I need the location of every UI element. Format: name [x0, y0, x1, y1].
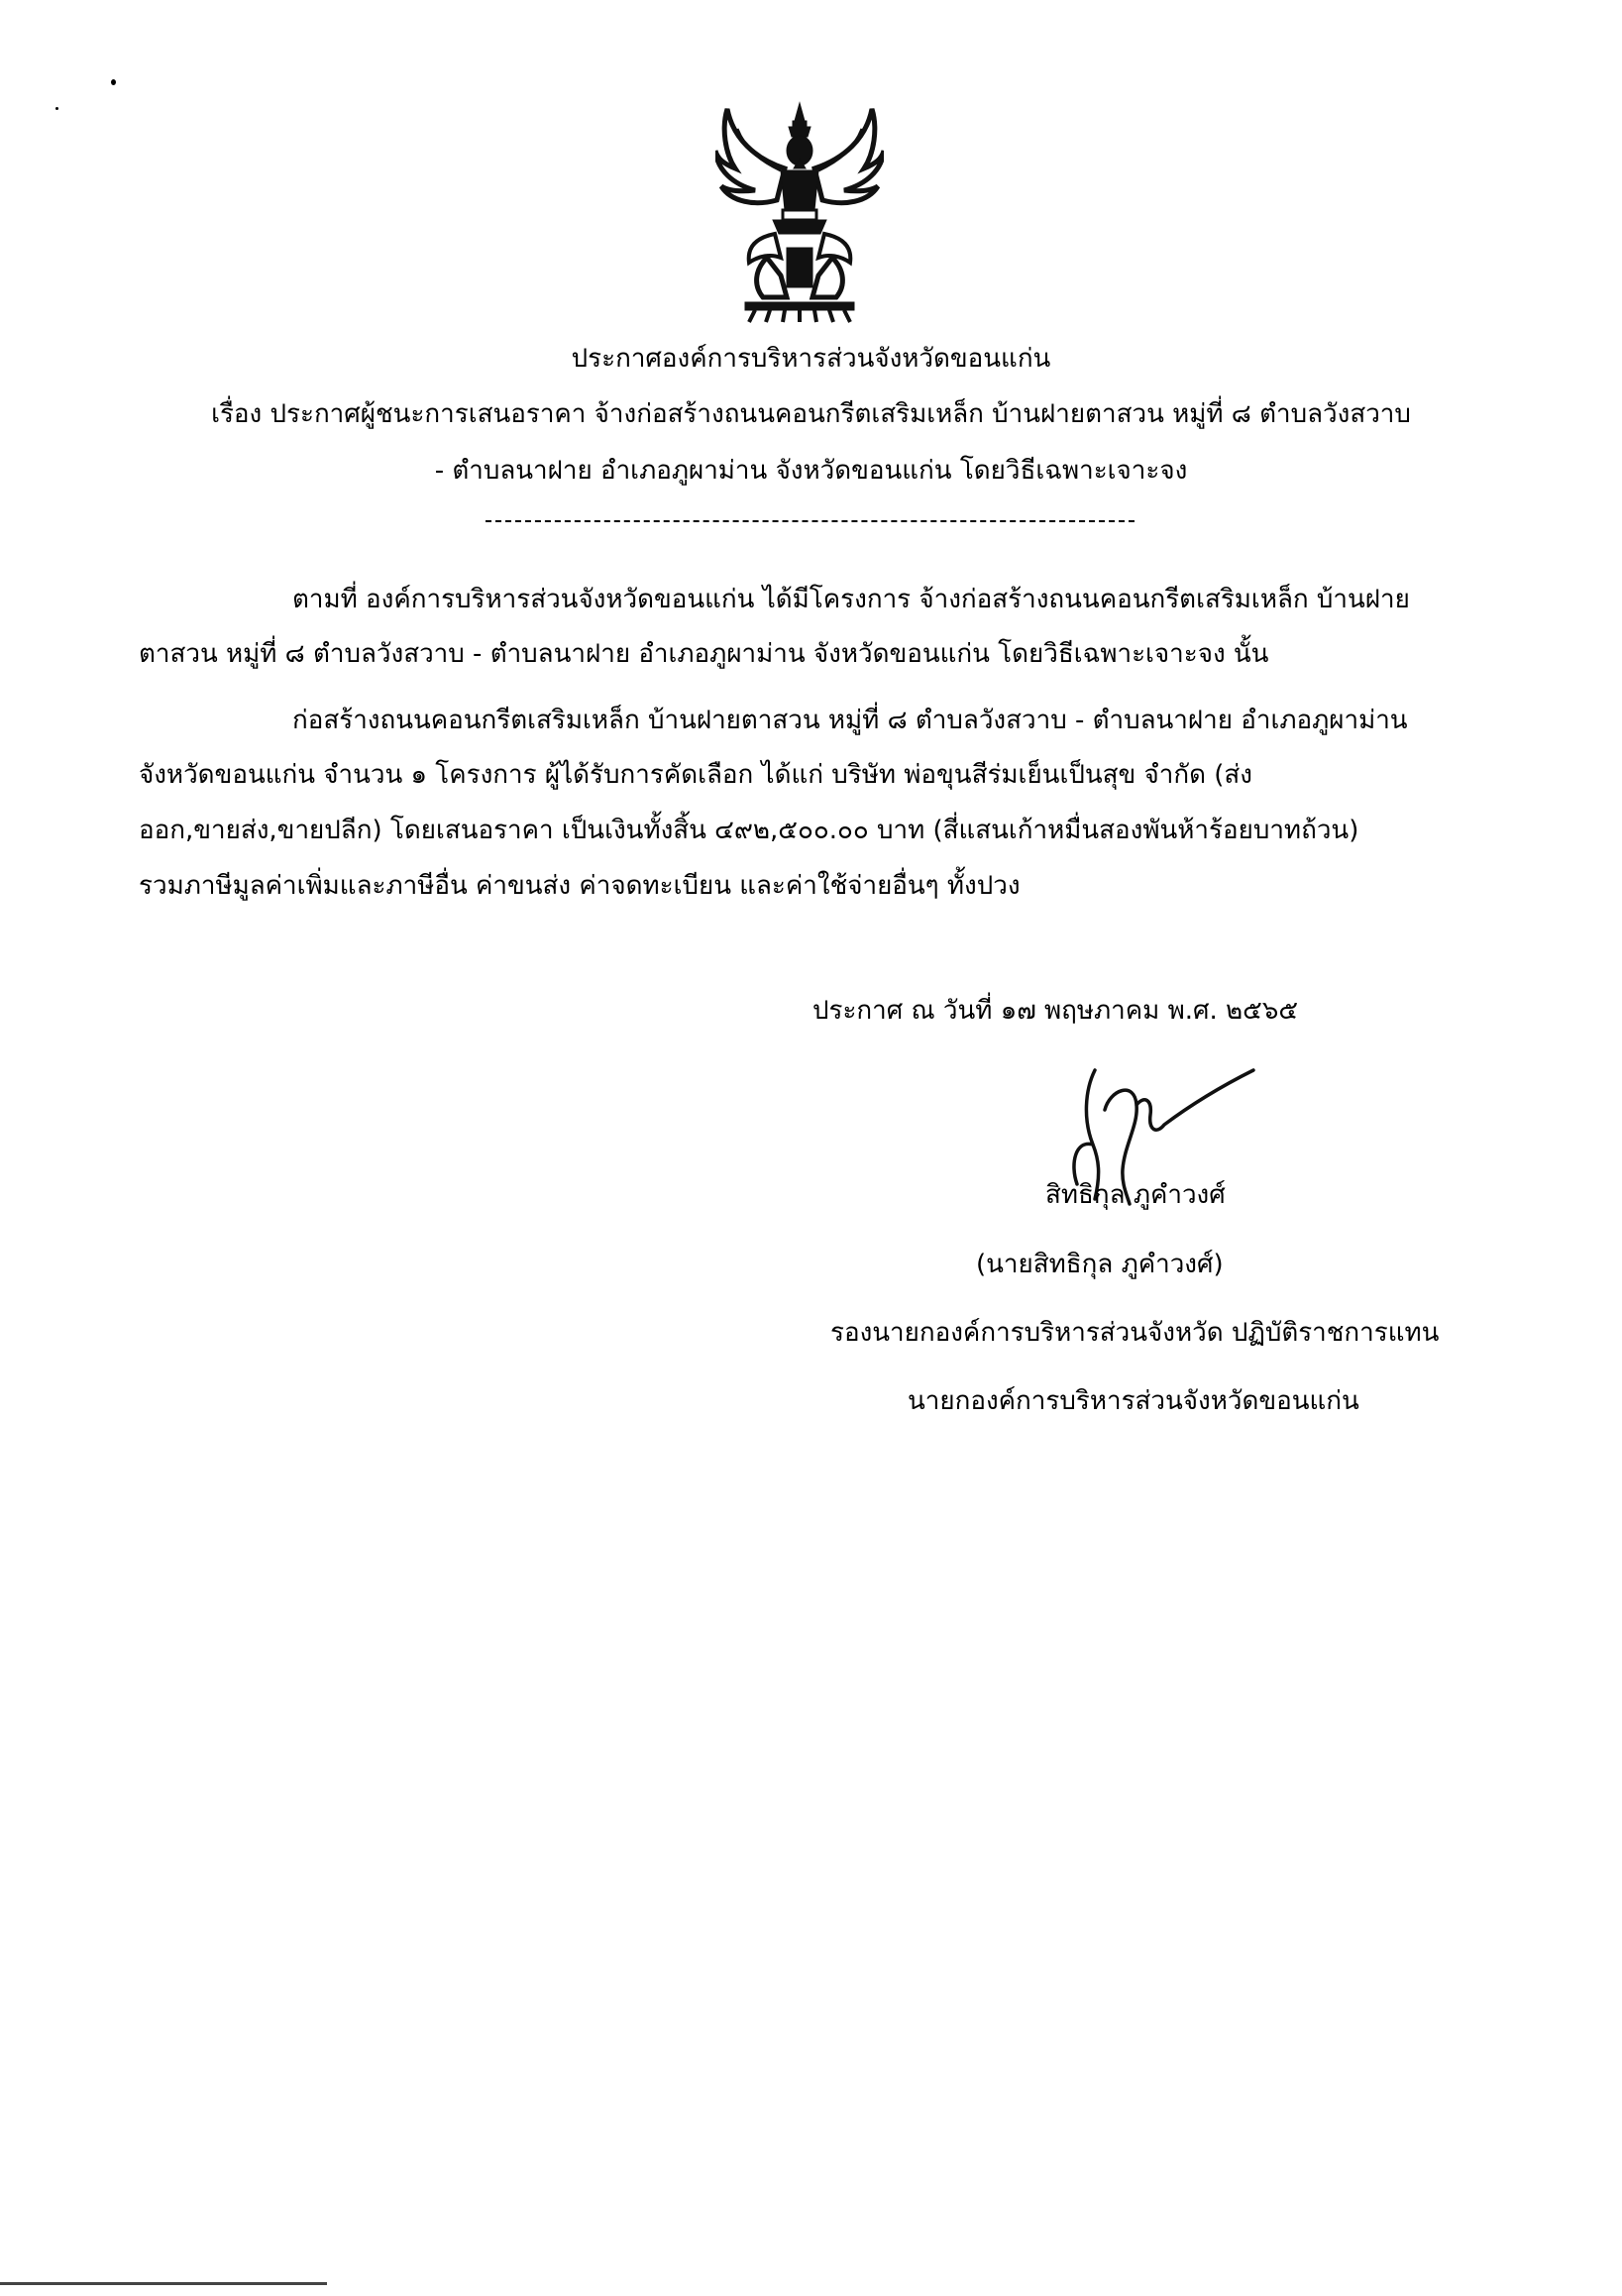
subject-line: เรื่อง ประกาศผู้ชนะการเสนอราคา จ้างก่อสร้างถนนคอนกรีตเสริมเหล็ก บ้านฝายตาสวน หมู่ที่ ๘ ตำบลวังสวาบ: [211, 399, 1411, 429]
signatory-position: นายกองค์การบริหารส่วนจังหวัดขอนแก่น: [908, 1386, 1359, 1416]
announcement-date: ประกาศ ณ วันที่ ๑๗ พฤษภาคม พ.ศ. ๒๕๖๕: [812, 996, 1299, 1026]
body-text-line: ออก,ขายส่ง,ขายปลีก) โดยเสนอราคา เป็นเงินทั้งสิ้น ๔๙๒,๕๐๐.๐๐ บาท (สี่แสนเก้าหมื่นสองพันห้าร้อยบาทถ้วน): [139, 816, 1359, 845]
subject-line: - ตำบลนาฝาย อำเภอภูผาม่าน จังหวัดขอนแก่น โดยวิธีเฉพาะเจาะจง: [434, 456, 1188, 486]
body-text-line: ก่อสร้างถนนคอนกรีตเสริมเหล็ก บ้านฝายตาสวน หมู่ที่ ๘ ตำบลวังสวาบ - ตำบลนาฝาย อำเภอภูผาม่าน: [292, 706, 1408, 735]
scan-speck: [55, 107, 58, 110]
body-text-line: รวมภาษีมูลค่าเพิ่มและภาษีอื่น ค่าขนส่ง ค่าจดทะเบียน และค่าใช้จ่ายอื่นๆ ทั้งปวง: [139, 871, 1021, 901]
body-text-line: ตามที่ องค์การบริหารส่วนจังหวัดขอนแก่น ได้มีโครงการ จ้างก่อสร้างถนนคอนกรีตเสริมเหล็ก บ้านฝาย: [292, 585, 1410, 614]
dashed-divider: [486, 520, 1135, 522]
body-text-line: ตาสวน หมู่ที่ ๘ ตำบลวังสวาบ - ตำบลนาฝาย อำเภอภูผาม่าน จังหวัดขอนแก่น โดยวิธีเฉพาะเจาะจง นั้น: [139, 639, 1269, 669]
body-text-line: จังหวัดขอนแก่น จำนวน ๑ โครงการ ผู้ได้รับการคัดเลือก ได้แก่ บริษัท พ่อขุนสีร่มเย็นเป็นสุข จำกัด (ส่ง: [139, 760, 1252, 790]
signed-name: สิทธิกุล ภูคำวงศ์: [1045, 1180, 1226, 1210]
garuda-emblem-icon: [715, 99, 884, 325]
signatory-full-name: (นายสิทธิกุล ภูคำวงศ์): [976, 1250, 1224, 1279]
scan-speck: [111, 79, 116, 85]
scan-edge-mark: [0, 2282, 327, 2285]
announcement-title: ประกาศองค์การบริหารส่วนจังหวัดขอนแก่น: [571, 344, 1051, 374]
signatory-position: รองนายกองค์การบริหารส่วนจังหวัด ปฏิบัติราชการแทน: [830, 1318, 1440, 1348]
